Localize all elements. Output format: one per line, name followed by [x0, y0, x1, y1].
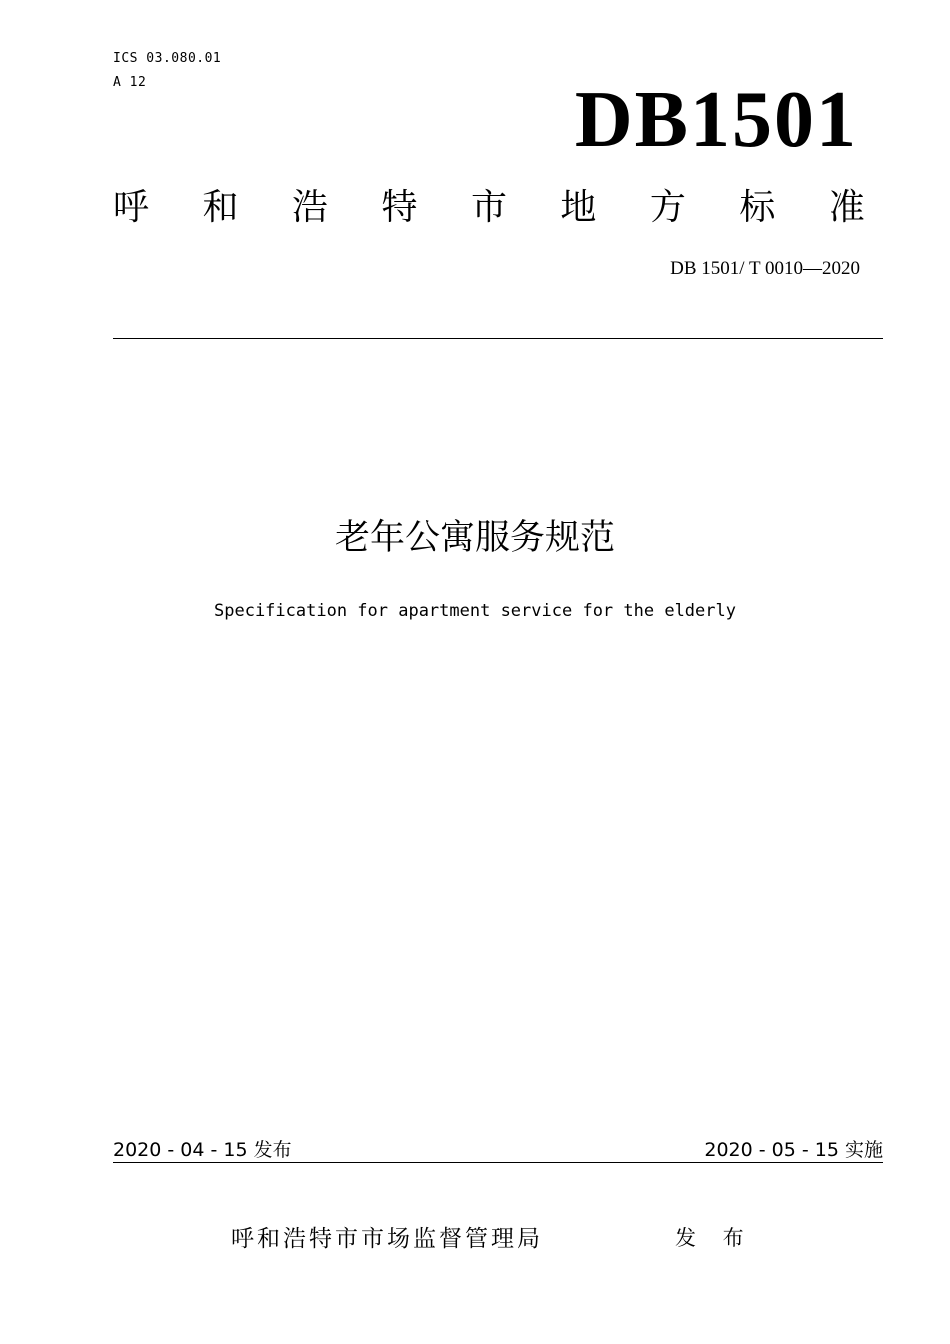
- standard-type-char: 和: [202, 187, 239, 228]
- standard-type-char: 市: [470, 187, 507, 228]
- top-divider: [113, 338, 883, 339]
- standard-type-char: 特: [381, 187, 418, 228]
- standard-type-char: 标: [739, 187, 776, 228]
- standard-type-char: 浩: [291, 187, 328, 228]
- standard-type-char: 准: [828, 187, 865, 228]
- standard-code: DB 1501/ T 0010—2020: [670, 258, 860, 279]
- document-title-english: Specification for apartment service for the elderly: [214, 601, 736, 621]
- ccs-code: A 12: [113, 75, 147, 90]
- bottom-divider: [113, 1162, 883, 1163]
- standard-type-char: 呼: [113, 187, 150, 228]
- publish-label: 发 布: [675, 1226, 754, 1250]
- issue-date: 2020 - 04 - 15 发布: [113, 1139, 292, 1161]
- standard-type-char: 方: [649, 187, 686, 228]
- standard-type-char: 地: [560, 187, 597, 228]
- document-title-chinese: 老年公寓服务规范: [334, 518, 615, 558]
- standard-type-heading: [113, 186, 865, 230]
- implementation-date: 2020 - 05 - 15 实施: [704, 1139, 883, 1161]
- publisher-name: 呼和浩特市市场监督管理局: [231, 1226, 543, 1252]
- db-standard-mark: DB1501: [574, 76, 858, 164]
- ics-code: ICS 03.080.01: [113, 51, 222, 66]
